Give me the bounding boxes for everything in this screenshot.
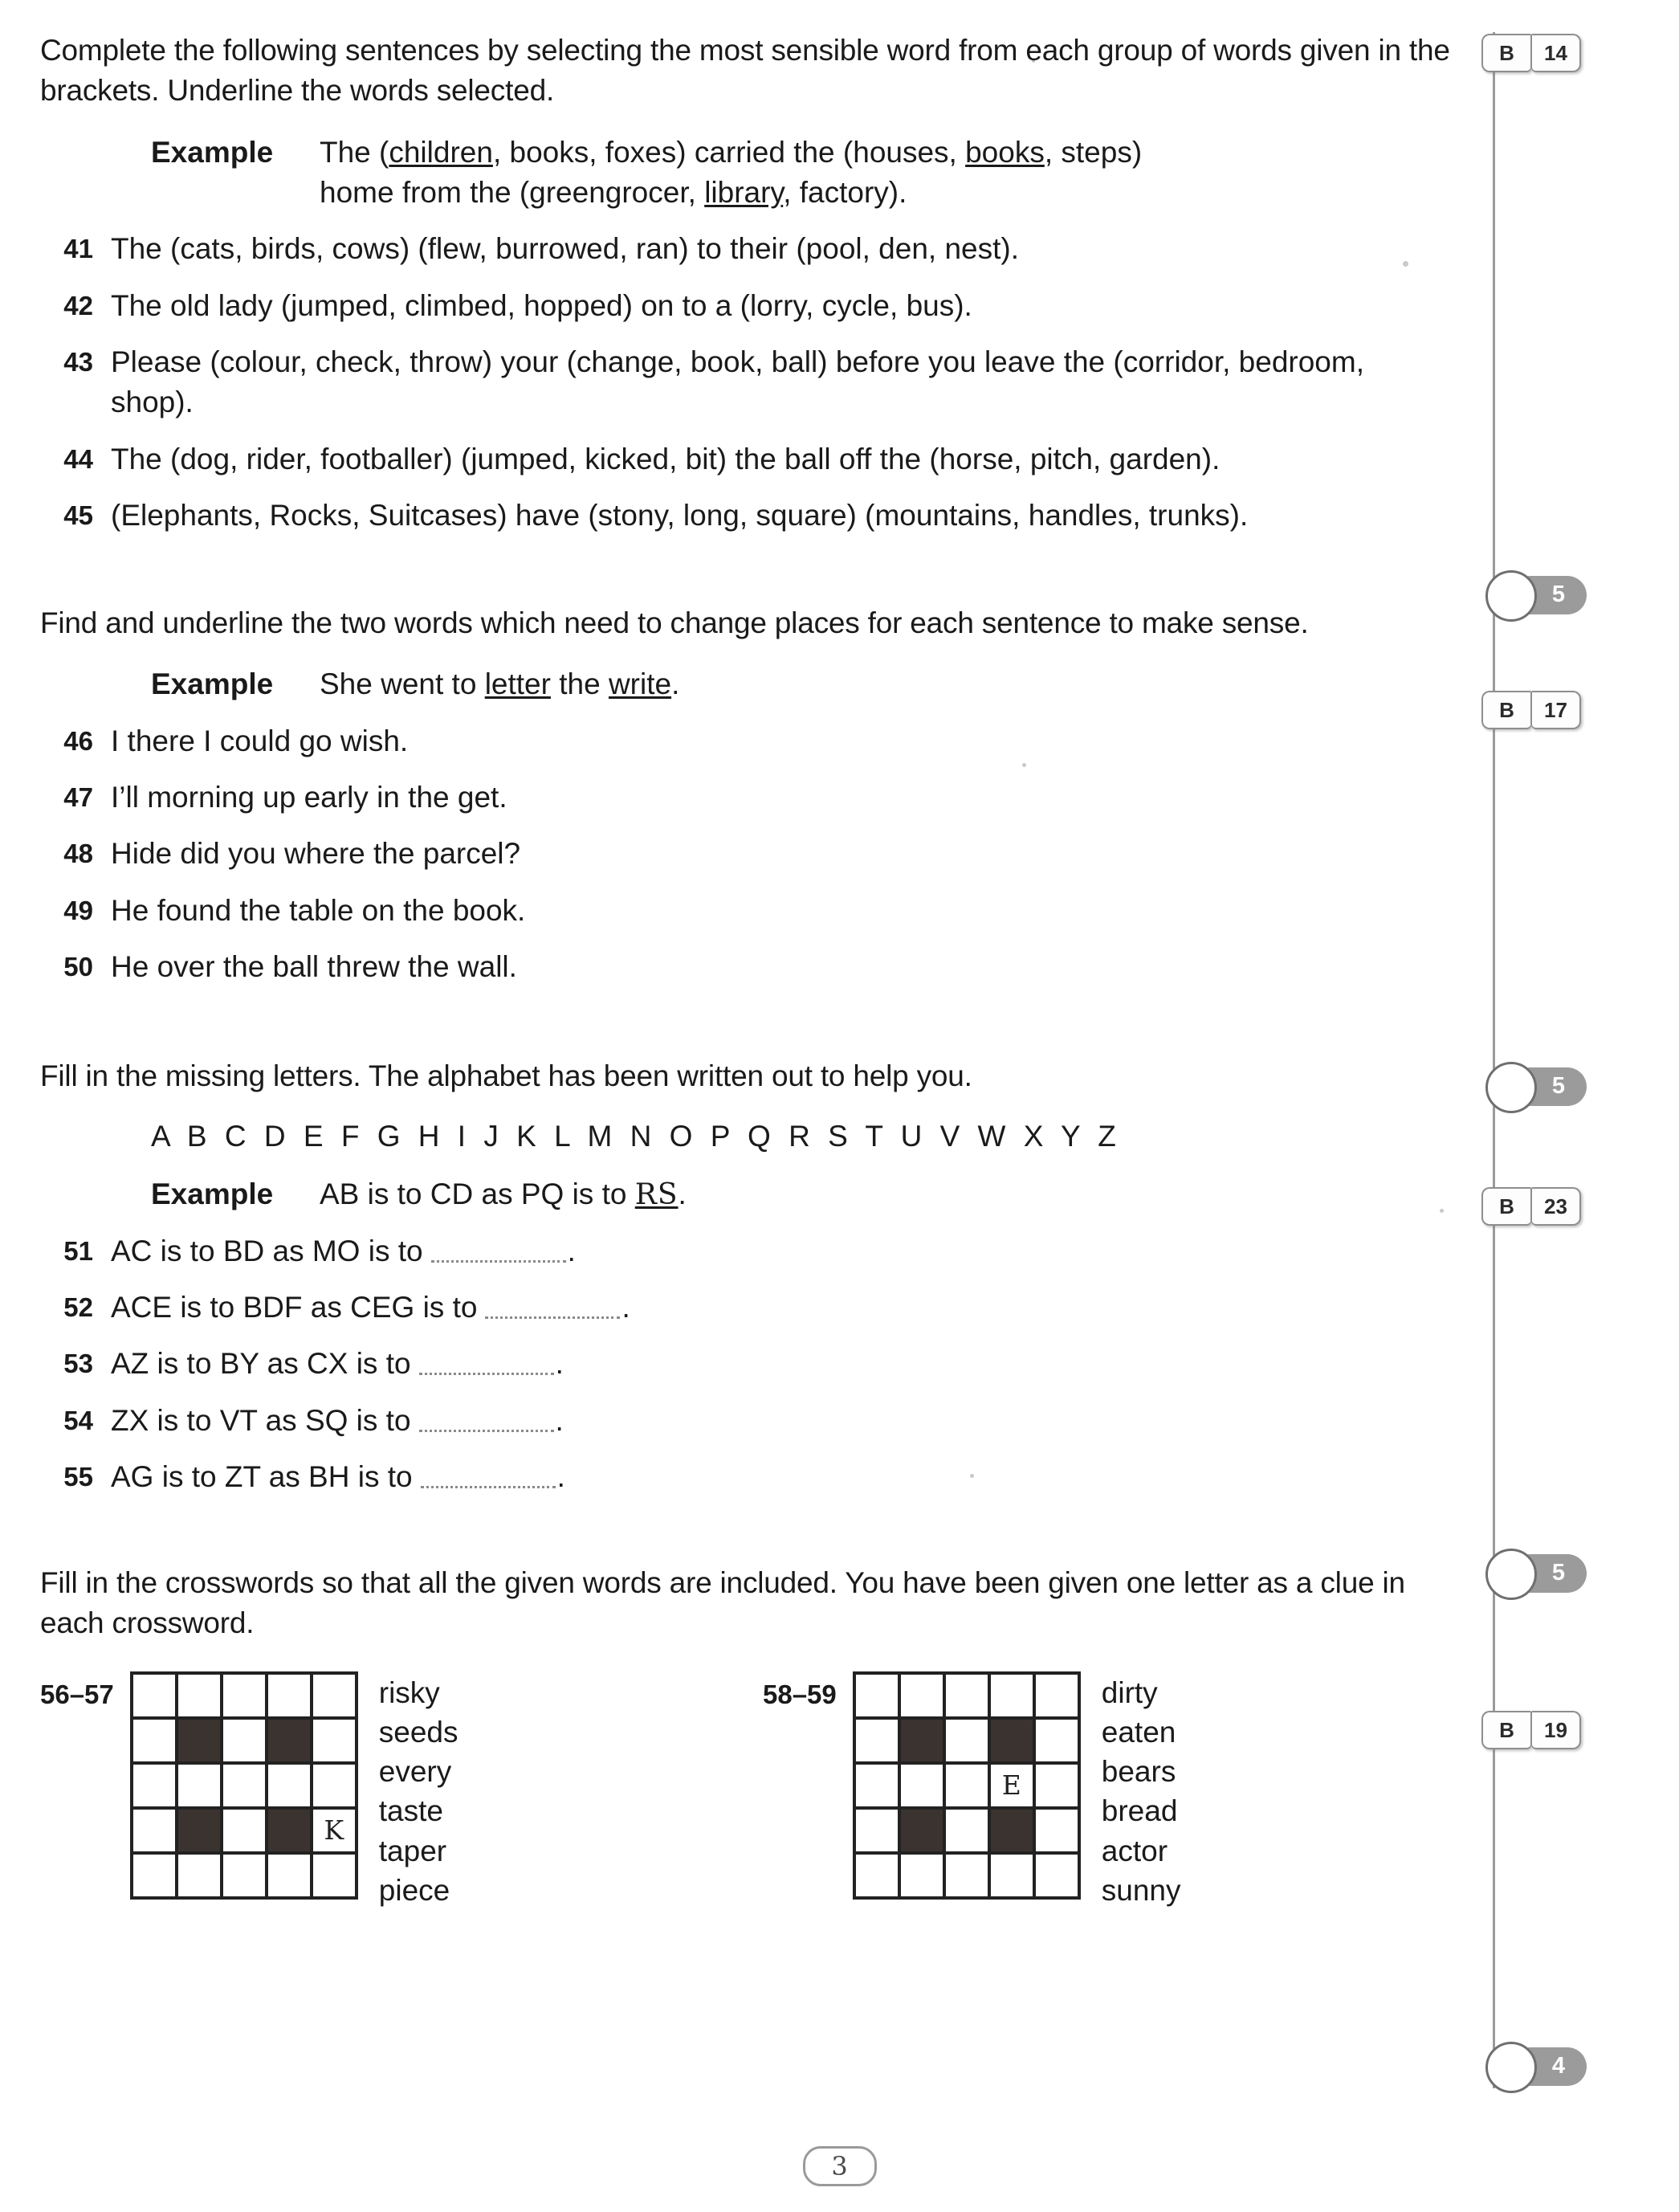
crossword-block-1 <box>40 1671 458 1910</box>
example-text <box>320 664 1453 704</box>
example-line2-pre: home from the (greengrocer, <box>320 175 705 209</box>
crossword-cell-blocked <box>991 1810 1036 1855</box>
example-pre: AB is to CD as PQ is to <box>320 1177 635 1210</box>
worksheet-content <box>40 0 1453 1986</box>
crossword-cell[interactable] <box>856 1765 901 1810</box>
question-text: I there I could go wish. <box>111 724 409 757</box>
question-text: (Elephants, Rocks, Suitcases) have (stony, long, square) (mountains, handles, trunks). <box>111 498 1249 532</box>
example-post: . <box>671 667 680 701</box>
example-handwritten-answer: RS <box>634 1177 679 1211</box>
crossword-area <box>40 1665 1453 1986</box>
crossword-cell-blocked <box>268 1810 313 1855</box>
question-text: Hide did you where the parcel? <box>111 837 521 871</box>
question-list <box>40 229 1453 536</box>
crossword-cell[interactable]: E <box>991 1765 1036 1810</box>
crossword-cell[interactable] <box>856 1855 901 1900</box>
wordlist-item: piece <box>378 1873 450 1907</box>
crossword-cell[interactable]: K <box>313 1810 358 1855</box>
crossword-cell[interactable] <box>1036 1720 1081 1765</box>
question-text: The (cats, birds, cows) (flew, burrowed, ran) to their (pool, den, nest). <box>111 232 1020 266</box>
question-stem: AC is to BD as MO is to <box>111 1234 423 1267</box>
bookmark-icon-b19 <box>1481 1711 1581 1749</box>
bookmark-letter: B <box>1481 34 1531 72</box>
question-text: AZ is to BY as CX is to . <box>111 1347 564 1381</box>
crossword-cell[interactable] <box>268 1765 313 1810</box>
answer-blank[interactable] <box>485 1296 620 1319</box>
example-line2-underlined: library <box>704 175 784 209</box>
question-text: Please (colour, check, throw) your (change, book, ball) before you leave the (corridor, bedroom, shop). <box>111 345 1364 419</box>
question-number: 47 <box>63 782 93 813</box>
crossword-cell[interactable] <box>856 1810 901 1855</box>
score-value: 5 <box>1551 582 1566 607</box>
question-number: 41 <box>63 234 93 264</box>
crossword-cell[interactable] <box>946 1720 991 1765</box>
crossword-cell[interactable] <box>133 1720 178 1765</box>
crossword-grid-1[interactable] <box>130 1671 358 1900</box>
crossword-cell[interactable] <box>133 1855 178 1900</box>
question-number: 48 <box>63 839 93 869</box>
example-text <box>320 133 1453 214</box>
crossword-cell-blocked <box>178 1810 223 1855</box>
question-number: 43 <box>63 346 93 377</box>
crossword-cell[interactable] <box>1036 1855 1081 1900</box>
section-instruction: Complete the following sentences by selecting the most sensible word from each group of words given in the brackets. Underline the words selected. <box>40 34 1450 108</box>
bookmark-number: 17 <box>1531 691 1581 729</box>
bookmark-letter: B <box>1481 1187 1531 1226</box>
crossword-label: 56–57 <box>40 1679 114 1709</box>
example-label: Example <box>151 1177 274 1210</box>
crossword-cell[interactable] <box>313 1765 358 1810</box>
wordlist-item: bread <box>1101 1794 1178 1828</box>
question-text: He found the table on the book. <box>111 893 526 927</box>
crossword-cell[interactable] <box>901 1765 946 1810</box>
question-row[interactable] <box>40 286 1453 326</box>
crossword-cell-blocked <box>268 1720 313 1765</box>
section-swap-words <box>40 603 1453 987</box>
example-block <box>151 1174 1453 1215</box>
question-number: 54 <box>63 1405 93 1435</box>
example-underlined-word: children <box>389 135 493 169</box>
score-marker-section-1 <box>1484 570 1587 620</box>
question-number: 45 <box>63 500 93 530</box>
answer-blank[interactable] <box>419 1352 554 1375</box>
crossword-cell[interactable] <box>178 1855 223 1900</box>
crossword-cell[interactable] <box>313 1675 358 1720</box>
crossword-cell[interactable] <box>856 1675 901 1720</box>
question-stem: AZ is to BY as CX is to <box>111 1347 411 1381</box>
crossword-cell-blocked <box>901 1720 946 1765</box>
question-stem: ZX is to VT as SQ is to <box>111 1403 411 1437</box>
bookmark-icon-b14 <box>1481 34 1581 72</box>
wordlist-item: dirty <box>1101 1675 1158 1709</box>
question-row[interactable] <box>40 777 1453 818</box>
crossword-cell-blocked <box>991 1720 1036 1765</box>
example-underlined-word-2: write <box>608 667 672 701</box>
score-marker-section-3 <box>1484 1549 1587 1598</box>
crossword-grid-2[interactable] <box>853 1671 1081 1900</box>
crossword-cell[interactable] <box>313 1720 358 1765</box>
question-row[interactable] <box>40 947 1453 987</box>
question-row[interactable] <box>40 1401 1453 1441</box>
wordlist-item: seeds <box>378 1715 458 1749</box>
question-row[interactable] <box>40 1344 1453 1384</box>
bookmark-letter: B <box>1481 1711 1531 1749</box>
score-marker-section-4 <box>1484 2042 1587 2092</box>
wordlist-item: every <box>378 1755 452 1789</box>
section-instruction: Find and underline the two words which need to change places for each sentence to make sense. <box>40 606 1309 640</box>
wordlist-item: risky <box>378 1675 440 1709</box>
question-number: 52 <box>63 1292 93 1322</box>
section-instruction: Fill in the crosswords so that all the given words are included. You have been given one letter as a clue in each crossword. <box>40 1566 1405 1640</box>
bookmark-icon-b17 <box>1481 691 1581 729</box>
example-text <box>320 1174 1453 1215</box>
crossword-cell[interactable] <box>991 1855 1036 1900</box>
crossword-cell[interactable] <box>946 1855 991 1900</box>
wordlist-item: taper <box>378 1834 447 1867</box>
question-row[interactable] <box>40 342 1453 423</box>
crossword-cell[interactable] <box>133 1675 178 1720</box>
wordlist-item: actor <box>1101 1834 1168 1867</box>
crossword-cell[interactable] <box>178 1765 223 1810</box>
example-underlined-word: letter <box>484 667 551 701</box>
question-text: ACE is to BDF as CEG is to . <box>111 1290 630 1324</box>
example-mid: , books, foxes) carried the (houses, <box>492 135 966 169</box>
section-instruction: Fill in the missing letters. The alphabet has been written out to help you. <box>40 1059 972 1093</box>
question-text: The old lady (jumped, climbed, hopped) on to a (lorry, cycle, bus). <box>111 288 972 322</box>
crossword-cell[interactable] <box>946 1675 991 1720</box>
example-underlined-word-2: books <box>965 135 1045 169</box>
section-crosswords <box>40 1563 1453 1986</box>
question-number: 46 <box>63 725 93 756</box>
example-block <box>151 664 1453 704</box>
example-pre: The ( <box>320 135 389 169</box>
crossword-cell[interactable] <box>946 1810 991 1855</box>
question-number: 42 <box>63 290 93 320</box>
question-row[interactable] <box>40 834 1453 874</box>
question-row[interactable] <box>40 496 1453 536</box>
crossword-block-2 <box>763 1671 1181 1910</box>
crossword-label: 58–59 <box>763 1679 837 1709</box>
answer-blank[interactable] <box>419 1409 554 1432</box>
crossword-wordlist-2 <box>1102 1671 1181 1910</box>
example-mid: the <box>550 667 609 701</box>
crossword-cell[interactable] <box>1036 1810 1081 1855</box>
crossword-cell[interactable] <box>178 1675 223 1720</box>
question-text: AC is to BD as MO is to . <box>111 1234 576 1267</box>
wordlist-item: eaten <box>1101 1715 1176 1749</box>
crossword-cell[interactable] <box>223 1720 268 1765</box>
question-number: 50 <box>63 952 93 982</box>
question-number: 49 <box>63 895 93 925</box>
example-post: . <box>678 1177 687 1210</box>
question-list <box>40 721 1453 988</box>
question-row[interactable] <box>40 439 1453 480</box>
crossword-wordlist-1 <box>379 1671 458 1910</box>
crossword-cell[interactable] <box>223 1810 268 1855</box>
bookmark-icon-b23 <box>1481 1187 1581 1226</box>
question-row[interactable] <box>40 1231 1453 1271</box>
question-text: He over the ball threw the wall. <box>111 950 517 983</box>
question-text: AG is to ZT as BH is to . <box>111 1459 565 1493</box>
crossword-cell[interactable] <box>133 1765 178 1810</box>
example-pre: She went to <box>320 667 485 701</box>
crossword-cell[interactable] <box>856 1720 901 1765</box>
wordlist-item: bears <box>1101 1755 1176 1789</box>
score-circle[interactable] <box>1485 1062 1537 1113</box>
score-value: 5 <box>1551 1073 1566 1099</box>
question-text: I’ll morning up early in the get. <box>111 781 507 814</box>
crossword-cell[interactable] <box>991 1675 1036 1720</box>
answer-blank[interactable] <box>421 1465 556 1488</box>
question-list <box>40 1231 1453 1498</box>
question-row[interactable] <box>40 1457 1453 1497</box>
bookmark-letter: B <box>1481 691 1531 729</box>
question-row[interactable] <box>40 721 1453 761</box>
crossword-cell[interactable] <box>313 1855 358 1900</box>
crossword-cell[interactable] <box>946 1765 991 1810</box>
crossword-cell[interactable] <box>268 1855 313 1900</box>
crossword-cell[interactable] <box>223 1675 268 1720</box>
wordlist-item: taste <box>378 1794 443 1828</box>
question-number: 44 <box>63 443 93 474</box>
margin-rule <box>1493 32 1495 2088</box>
crossword-cell[interactable] <box>223 1765 268 1810</box>
example-post: , steps) <box>1044 135 1143 169</box>
crossword-cell[interactable] <box>1036 1675 1081 1720</box>
score-circle[interactable] <box>1485 1549 1537 1600</box>
question-row[interactable] <box>40 891 1453 931</box>
crossword-cell[interactable] <box>1036 1765 1081 1810</box>
bookmark-number: 19 <box>1531 1711 1581 1749</box>
crossword-cell[interactable] <box>223 1855 268 1900</box>
score-circle[interactable] <box>1485 2042 1537 2093</box>
question-text: ZX is to VT as SQ is to . <box>111 1403 564 1437</box>
question-number: 51 <box>63 1235 93 1266</box>
bookmark-number: 23 <box>1531 1187 1581 1226</box>
question-number: 53 <box>63 1349 93 1379</box>
example-label: Example <box>151 667 274 701</box>
crossword-cell-blocked <box>178 1720 223 1765</box>
alphabet-reference: A B C D E F G H I J K L M N O P Q R S T U V W X Y Z <box>151 1119 1121 1153</box>
example-block <box>151 133 1453 214</box>
question-stem: AG is to ZT as BH is to <box>111 1459 413 1493</box>
score-circle[interactable] <box>1485 570 1537 622</box>
crossword-cell[interactable] <box>901 1675 946 1720</box>
bookmark-number: 14 <box>1531 34 1581 72</box>
crossword-cell-blocked <box>901 1810 946 1855</box>
question-stem: ACE is to BDF as CEG is to <box>111 1290 478 1324</box>
score-value: 5 <box>1551 1560 1566 1586</box>
section-missing-letters <box>40 1056 1453 1497</box>
answer-blank[interactable] <box>431 1239 566 1263</box>
crossword-cell[interactable] <box>901 1855 946 1900</box>
score-marker-section-2 <box>1484 1062 1587 1112</box>
section-select-word <box>40 0 1453 536</box>
example-label: Example <box>151 135 274 169</box>
score-value: 4 <box>1551 2053 1566 2079</box>
example-line2-post: , factory). <box>783 175 907 209</box>
crossword-cell[interactable] <box>268 1675 313 1720</box>
question-number: 55 <box>63 1461 93 1492</box>
question-row[interactable] <box>40 1288 1453 1328</box>
wordlist-item: sunny <box>1101 1873 1181 1907</box>
question-row[interactable] <box>40 229 1453 269</box>
question-text: The (dog, rider, footballer) (jumped, kicked, bit) the ball off the (horse, pitch, garden). <box>111 442 1221 475</box>
crossword-cell[interactable] <box>133 1810 178 1855</box>
page-number: 3 <box>803 2146 877 2186</box>
